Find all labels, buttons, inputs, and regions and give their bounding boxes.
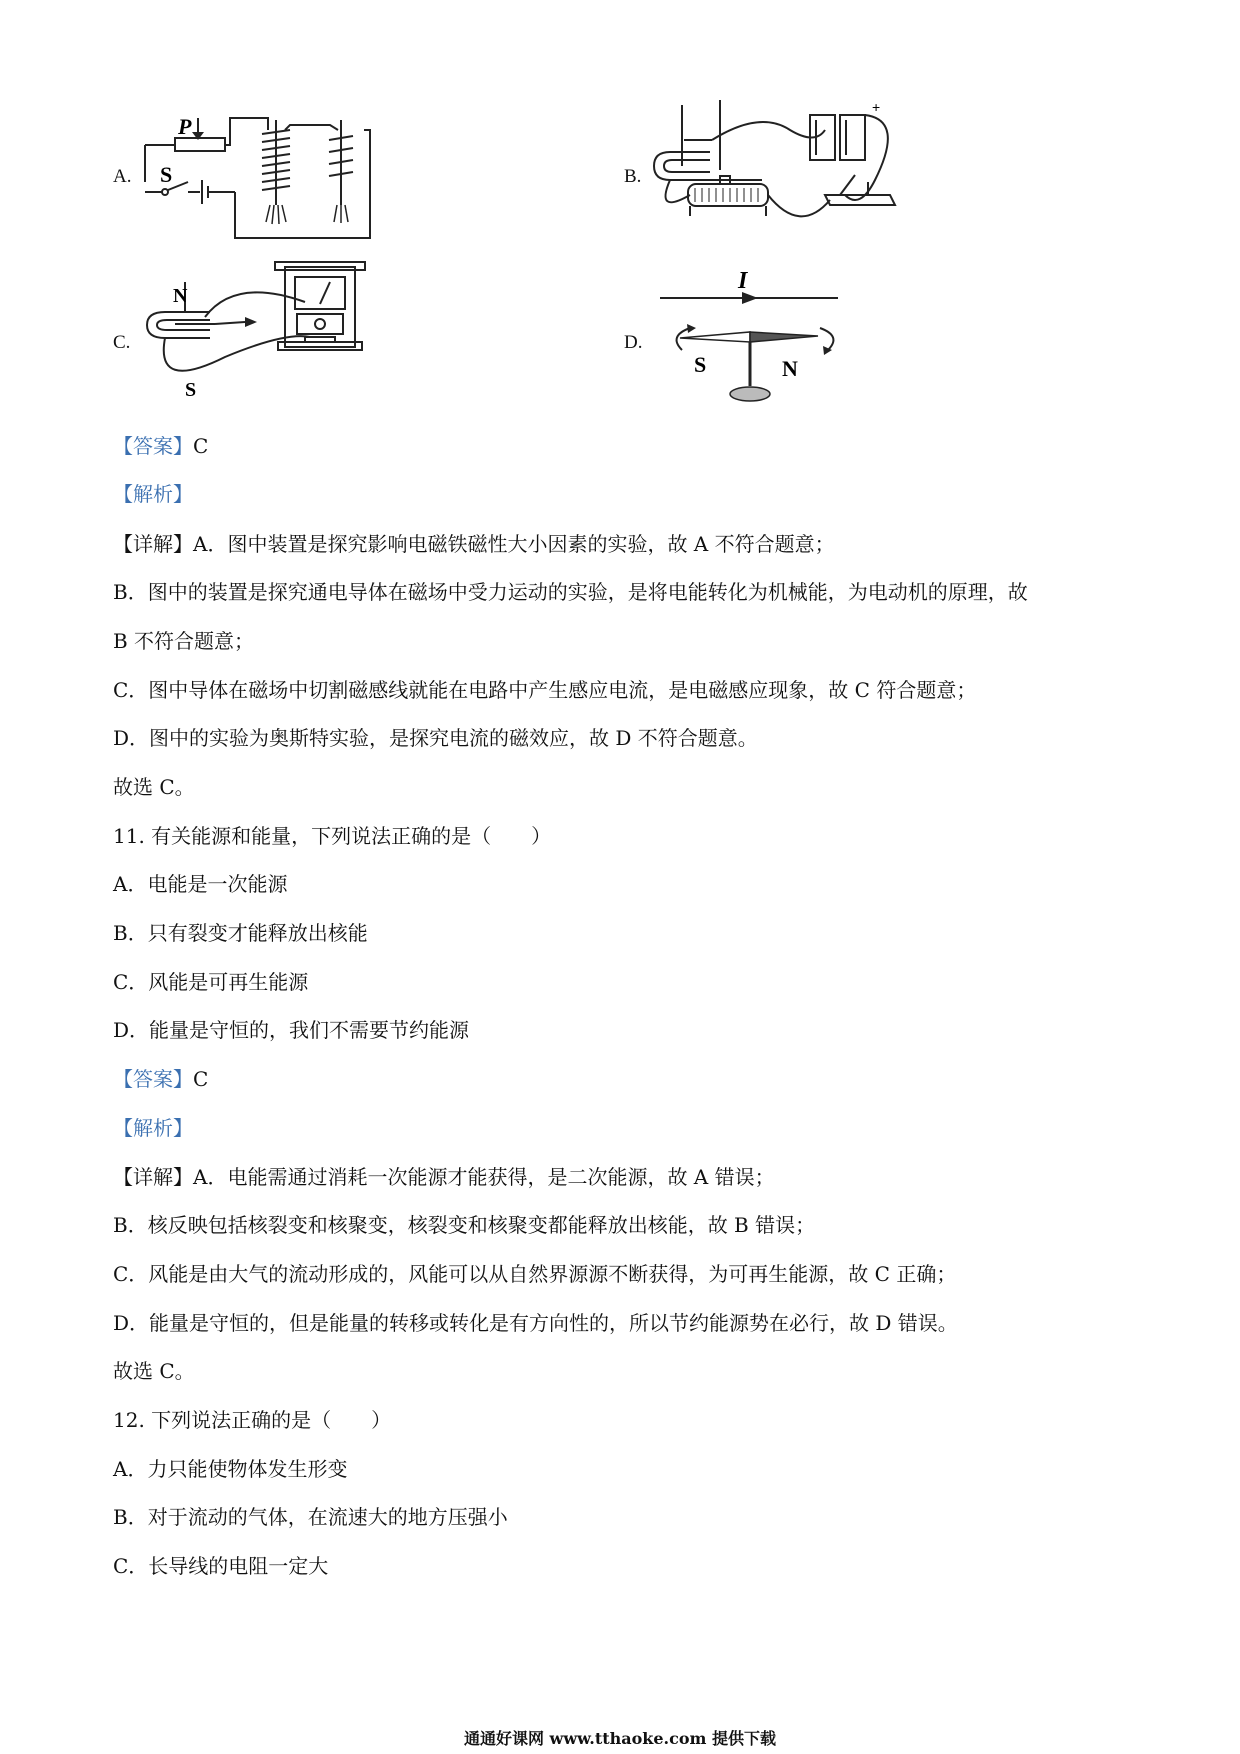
q11-option-d: D．能量是守恒的，我们不需要节约能源 bbox=[113, 1018, 470, 1042]
label-current: I bbox=[738, 268, 748, 294]
detail-text: A．电能需通过消耗一次能源才能获得，是二次能源，故 A 错误； bbox=[193, 1165, 775, 1189]
detail-tag: 【详解】 bbox=[113, 532, 193, 556]
label-compass-s: S bbox=[694, 352, 707, 377]
q12-option-c: C．长导线的电阻一定大 bbox=[113, 1554, 329, 1578]
q11-analysis-tag bbox=[113, 1114, 193, 1142]
figure-d-oersted bbox=[660, 258, 860, 413]
answer-tag: 【答案】 bbox=[113, 1067, 193, 1091]
label-n: N bbox=[173, 285, 188, 307]
answer-value: C bbox=[193, 1067, 209, 1091]
q10-answer bbox=[113, 432, 208, 460]
q11-detail-c: C．风能是由大气的流动形成的，风能可以从自然界源源不断获得，为可再生能源，故 C 正确； bbox=[113, 1262, 957, 1286]
option-b-label: B. bbox=[624, 166, 642, 187]
label-compass-n: N bbox=[782, 356, 798, 381]
label-s-switch: S bbox=[160, 162, 173, 187]
q11-stem: 11. 有关能源和能量，下列说法正确的是（ ） bbox=[113, 824, 552, 848]
option-c-label: C. bbox=[113, 332, 131, 353]
detail-text: A．图中装置是探究影响电磁铁磁性大小因素的实验，故 A 不符合题意； bbox=[193, 532, 835, 556]
figure-b-motor-setup bbox=[650, 100, 920, 240]
q11-detail-a bbox=[113, 1163, 775, 1191]
q11-detail-d: D．能量是守恒的，但是能量的转移或转化是有方向性的，所以节约能源势在必行，故 D 错误。 bbox=[113, 1311, 958, 1335]
q11-option-c: C．风能是可再生能源 bbox=[113, 970, 309, 994]
svg-text:+: + bbox=[872, 99, 881, 115]
q10-detail-b2: B 不符合题意； bbox=[113, 629, 255, 653]
q10-analysis-tag bbox=[113, 480, 193, 508]
answer-tag: 【答案】 bbox=[113, 434, 193, 458]
q11-detail-b: B．核反映包括核裂变和核聚变，核裂变和核聚变都能释放出核能，故 B 错误； bbox=[113, 1213, 816, 1237]
q12-stem: 12. 下列说法正确的是（ ） bbox=[113, 1408, 392, 1432]
q11-conclusion: 故选 C。 bbox=[113, 1359, 195, 1383]
analysis-tag: 【解析】 bbox=[113, 482, 193, 506]
figure-c-induction bbox=[145, 262, 375, 412]
q10-detail-a bbox=[113, 530, 835, 558]
detail-tag: 【详解】 bbox=[113, 1165, 193, 1189]
q10-conclusion: 故选 C。 bbox=[113, 775, 195, 799]
q12-option-b: B．对于流动的气体，在流速大的地方压强小 bbox=[113, 1505, 508, 1529]
q11-option-b: B．只有裂变才能释放出核能 bbox=[113, 921, 368, 945]
figure-a-electromagnet bbox=[140, 110, 380, 245]
q11-option-a: A．电能是一次能源 bbox=[113, 872, 288, 896]
q10-detail-d: D．图中的实验为奥斯特实验，是探究电流的磁效应，故 D 不符合题意。 bbox=[113, 726, 758, 750]
label-p: P bbox=[178, 114, 192, 139]
answer-value: C bbox=[193, 434, 209, 458]
q11-answer bbox=[113, 1065, 208, 1093]
page-footer: 通通好课网 www.tthaoke.com 提供下载 bbox=[463, 1729, 777, 1748]
option-a-label: A. bbox=[113, 166, 132, 187]
q12-option-a: A．力只能使物体发生形变 bbox=[113, 1457, 348, 1481]
label-s: S bbox=[185, 379, 197, 401]
analysis-tag: 【解析】 bbox=[113, 1116, 193, 1140]
q10-detail-b1: B．图中的装置是探究通电导体在磁场中受力运动的实验，是将电能转化为机械能，为电动机的原理，故 bbox=[113, 580, 1028, 604]
q10-detail-c: C．图中导体在磁场中切割磁感线就能在电路中产生感应电流，是电磁感应现象，故 C 符合题意； bbox=[113, 678, 977, 702]
option-d-label: D. bbox=[624, 332, 643, 353]
